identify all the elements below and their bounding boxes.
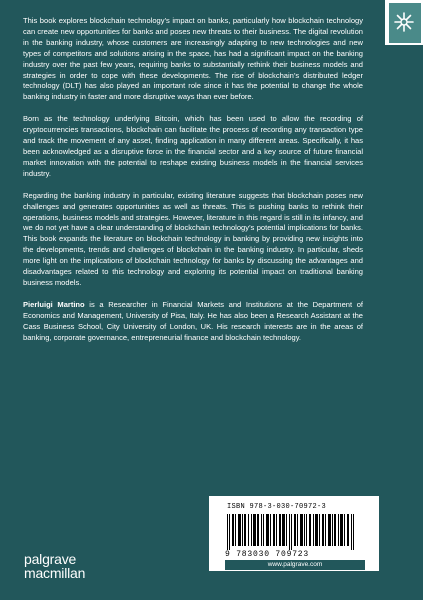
author-bio	[23, 300, 363, 344]
publisher-logo	[24, 552, 85, 581]
blurb-paragraph: Born as the technology underlying Bitcoin, which has been used to allow the recording of cryptocurrencies transactions, blockchain can facilitate the process of recording any transaction type and track the movement of any asset, finding application in many different areas. Specifically, it has been acknowledged as a disruptive force in the financial sector and a key source of future financial market innovation with the potential to reshape existing business models in the financial services industry.	[23, 114, 363, 178]
blurb-paragraph: Regarding the banking industry in particular, existing literature suggests that blockchain poses new challenges and generates opportunities as well as threats. This is pushing banks to rethink their operations, business models and strategies. However, literature in this regard is still in its infancy, and we do not yet have a clear understanding of blockchain technology’s potential implications for banks. This book expands the literature on blockchain technology in banking by providing new insights into the developments, trends and challenges of blockchain in the banking industry. In particular, sheds more light on the implications of blockchain technology for banks by discussing the advantages and disadvantages related to this technology and exploring its potential impact on traditional banking business models.	[23, 190, 363, 287]
barcode-panel	[209, 496, 379, 571]
author-bio-text: is a Researcher in Financial Markets and Institutions at the Department of Economics and Management, University of Pisa, Italy. He has also been a Research Assistant at the Cass Business School, City University of London, UK. His research interests are in the areas of banking, corporate governance, entrepreneurial finance and blockchain technology.	[23, 299, 363, 342]
blurb-paragraph: This book explores blockchain technology’s impact on banks, particularly how blockchain technology can create new opportunities for banks and poses new threats to their business. The digital revolution in the banking industry, whose customers are increasingly adapting to new technologies and new types of competitors and solutions arising in the space, has had a significant impact on the banking industry over the past few years, requiring banks to substantially rethink their business models and strategies in order to cope with these developments. The rise of blockchain’s distributed ledger technology (DLT) has also played an important role since it has the potential to change the whole banking industry in faster and more disruptive ways than ever before.	[23, 16, 363, 102]
palgrave-star-icon	[394, 12, 414, 32]
barcode-digits: 9 783030 709723	[225, 550, 310, 559]
book-blurb	[23, 16, 363, 343]
publisher-website: www.palgrave.com	[225, 560, 365, 570]
publisher-name-line1: palgrave	[24, 551, 77, 567]
isbn-label: ISBN 978-3-030-70972-3	[227, 503, 327, 511]
publisher-name-line2: macmillan	[24, 565, 86, 581]
barcode-icon	[227, 514, 361, 550]
author-name: Pierluigi Martino	[23, 299, 85, 309]
publisher-logo-corner	[385, 0, 423, 45]
